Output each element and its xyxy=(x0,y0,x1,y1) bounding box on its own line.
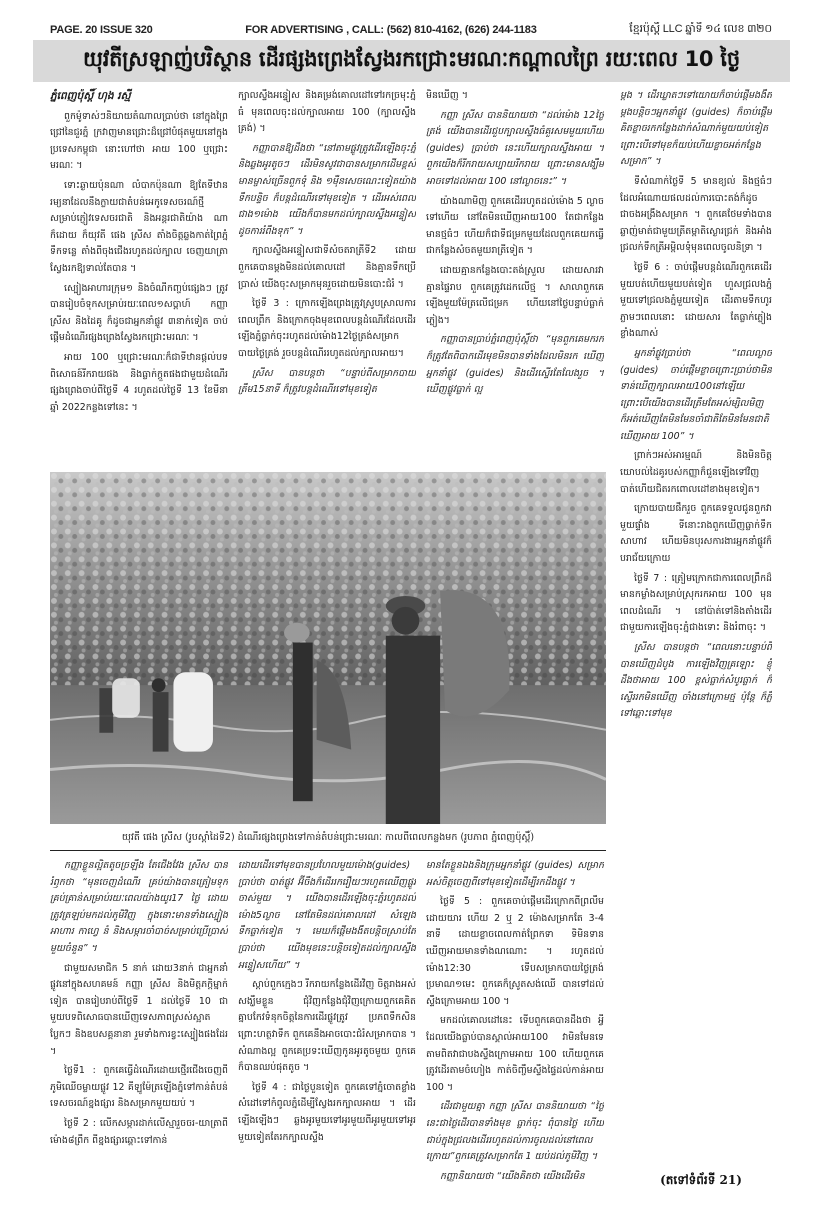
paragraph: ក្បាលស្ទឹងអន្ទៀស និងគម្រង់គោលដៅទៅរកច្រមុះភ្នំធំ មុនពេលចុះដល់ក្បាលអាយ 100 (ក្បាលស្ទឹងគ្រង់) ។ xyxy=(238,90,416,135)
paragraph: ដោយគ្មានកន្លែងបោះតង់ស្រួល ដោយសារវាគ្មានផ្ទៃរាប ពួកគេត្រូវដេកលើថ្ម ។ សាលាពួកគេឡើងមួយម៉ែត្រលើជម្រក ហើយនៅថ្ងៃបន្ទាប់ធ្លាក់ភ្លៀង។ xyxy=(426,264,604,326)
paragraph: ម្តង ។ ដើរឃ្លាតៗទៅយោយក៏ចាប់ផ្តើមងងឹតម្តងបន្តិចៗអ្នកនាំផ្លូវ (guides) ក៏ចាប់ផ្តើមគិតខ្លាចរកកន្លែងដាក់សំណាក់មួយយប់ទៀត ព្រោះបើទៅមុខក៏យប់ហើយខ្លាចអត់កន្លែងសម្រាក” ។ xyxy=(620,90,772,168)
foliage-texture xyxy=(50,472,606,700)
article-column-1-bottom xyxy=(50,858,228,1215)
paragraph: កញ្ញានិយាយថា “យើងគិតថា យើងដើរមិន xyxy=(440,1170,585,1182)
paragraph: ជាមួយសមាជិក 5 នាក់ ដោយ3នាក់ ជាអ្នកនាំផ្លូវនៅក្នុងសហគមន៍ កញ្ញា ស្រីស និងមិត្តភក្តិម្នាក់ទៀត បានរៀបរាប់ពីថ្ងៃទី 1 ដល់ថ្ងៃទី 10 ជាមួយបទពិសោធបានឃើញទេសភាពស្រស់ស្អាតប្លែកៗ និងឧបសគ្គនានា រួមទាំងការខ្វះស្បៀងផងដែរ ។ xyxy=(50,962,228,1057)
caption-divider xyxy=(50,850,606,851)
day-paragraph: ថ្ងៃទី 5 : ពួកគេចាប់ផ្តើមដើរក្រោកពីព្រលឹមដោយយារ ហើយ 2 ឬ 2 ម៉ោងសម្រាកតែ 3-4 នាទី ដោយខ្លាចពេលកាត់ព្រែកទា ទិមិនទានឃើញអាយមានទាំងណណោះ ។ រហូតដល់ម៉ោង12:30 ទើបសម្រាកបាយថ្ងៃត្រង់ ប្រមាណ១មេះ ពួកគេក៏ស្រូតសង់ឈើ បានទៅដល់ស្ទឹងក្រោមអាយ 100 ។ xyxy=(426,896,604,1007)
paragraph: យ៉ាងណាមិញ ពួកគេដើររហូតដល់ម៉ោង 5 ល្ងាចទៅហើយ នៅតែមិនឃើញអាយ100 តែជាកន្លែងមានថ្មធំៗ ហើយក៏ជាទីជម្រកមួយដែលពួកគេយកធ្វើជាកន្លែងសំចតមួយរាត្រីទៀត ។ xyxy=(426,195,604,257)
page-issue: PAGE. 20 ISSUE 320 xyxy=(50,24,153,36)
paragraph: ក្រោយបាយផឹករួច ពួកគេទទួលជូនពួកវាមួយផ្ទាំង ទីនោះរាងពួកឃើញធ្លាក់ទឹក សាហាវ ហើយមិនបុរសការងារអ្នកនាំផ្លូវក៏បរាជ័យក្រោយ xyxy=(620,503,772,565)
article-column-2 xyxy=(238,88,416,468)
day-paragraph: ថ្ងៃទី1 : ពួកគេធ្វើដំណើរដោយថ្មើរជើងចេញពីភូមិឈើចម្លាយផ្លូវ 12 គីឡូម៉ែត្រឡើងភ្នំទៅកាន់តំបន់ទេសចរណ៍ខ្នងផ្សារ និងសម្រាកមួយយប់ ។ xyxy=(50,1065,228,1110)
paragraph: ទោះឆ្ងាយប៉ុនណា លំបាកប៉ុនណា ឱ្យតែទីឋាន រម្យនាដែលនឹងក្លាយជាតំបន់អេកូទេសចរណ៍ថ្មី សម្រាប់ភ្ញៀវទេសចរជាតិ និងអន្តរជាតិយ៉ាង ណាក៏ដោយ ក៏យុវតី ផេង ស្រីស តាំងចិត្តឆ្លងកាត់ព្រៃភ្នំទឹកទន្លេ តាំងពីចុងជើងរហូតដល់ក្បាល ចេញយាត្រាស្វែងរកឱ្យទាល់តែបាន ។ xyxy=(50,179,228,274)
paragraph: ពួកម៉ូទាស់ៗនិយាយតំណាលប្រាប់ថា នៅក្នុងព្រៃជ្រៅនៃជួរភ្នំ ក្រវាញមានជ្រោះដ៏ជ្រៅបំផុតមួយនៅក្នុងប្រទេសកម្ពុជា នោះហៅថា អាយ 100 ឬជ្រោះមរណៈ ។ xyxy=(50,110,228,172)
paragraph: មិនឃើញ ។ xyxy=(426,90,468,101)
day-paragraph: ថ្ងៃទី 6 : ចាប់ផ្តើមបន្តដំណើរពួកគេដើរមួយបត់ហើយមួយបត់ទៀត ហួសជ្រលងភ្នំមួយទៅជ្រលងភ្នំមួយទៀត ដើរតាមទឹកហូរភ្លាមៗពេលនោះ ដោយសារ តែធ្លាក់ភ្លៀងខ្លាំងណាស់ xyxy=(620,261,772,340)
paragraph: ក្បាលស្ទឹងអន្ទៀសជាទីសំចតរាត្រីទី2 ដោយពួកគេបានម្តងមិនដល់គោលដៅ និងគ្មានទឹកប្រើប្រាស់ យើងចុះសម្រាកមុនរួចដោយមិនបោះជំរំ ។ xyxy=(238,245,416,290)
publisher-info: ខ្មែរប៉ុស្តិ៍ LLC ឆ្នាំទី ១៤ លេខ ៣២០ xyxy=(629,23,772,35)
paragraph: អ្នកនាំផ្លូវប្រាប់ថា “ពេលល្ងាច (guides) ចាប់ផ្តើមខ្លាចព្រោះប្រាប់ថាមិនទាន់ឃើញក្បាលអាយ100នៅឡើយ ព្រោះបើយើងបានដើរត្រឹមតែអស់ម្សិលមិញ ក៏អត់ឃើញតែមិនមែនចាំជាតិតែមិនមែនជាតិឃើញអាយ 100” ។ xyxy=(620,347,772,442)
paragraph: កញ្ញាបានប្រាប់ភ្នំពេញប៉ុស្តិ៍ថា “មុនពួកគេមករកក៏ត្រូវតែពិបាកដើរមុខមិនបានទាំងដែលមិនរក ឃើញអ្នកនាំផ្លូវ (guides) និងដើរស្ទើរតែលែងរួច ។ ឃើញផ្លូវធ្លាក់ ល្អ xyxy=(426,334,604,396)
headline-band xyxy=(33,40,790,82)
paragraph: ព្រាក់ៗអស់អារម្មណ៍ និងមិនចិត្ត យោបល់ដៃគូរបស់កញ្ញាក៏ជួនឡើងទៅវិញបាត់ហើយជិតរកពោលដៅខាងមុខទៀត។ xyxy=(620,450,772,495)
headline: យុវតីស្រឡាញ់បរិស្ថាន ដើរផ្សងព្រេងស្វែងរកជ្រោះមរណៈកណ្តាលព្រៃ រយៈពេល 10 ថ្ងៃ xyxy=(83,46,740,71)
paragraph: អាយ 100 ឬជ្រោះមរណៈក៏ជាទីឋានផ្តល់បទពិសោធន៍រីករាយផង និងធ្លាក់ក្តួតផងជាមួយដំណើរផ្សងព្រេងចាប់ពីថ្ងៃទី 4 រហូតដល់ថ្ងៃទី 13 ខែមីនា ឆ្នាំ 2022កន្លងទៅនេះ ។ xyxy=(50,351,228,413)
paragraph: ស្រីស បានបន្តថា “បន្ទាប់ពីសម្រាកបាយត្រឹម15នាទី ក៏ត្រូវបន្តដំណើរទៅមុខទៀត xyxy=(238,367,416,396)
day-paragraph: ថ្ងៃទី 4 : ជាថ្ងៃបួនទៀត ពួកគេទៅភ្នំចោតខ្លាំងសំដៅទៅកំពូលភ្នំដើម្បីស្វែងរកក្បាលអាយ ។ ដើរឡើងឡើងៗ ឆ្លងអូរមួយទៅអូរមួយពីអូរមួយទៅអូរមួយទៀតតែរកក្បាលស្ទឹង xyxy=(238,1081,416,1143)
paragraph: មានតែខ្លួនឯងនិងក្រុមអ្នកនាំផ្លូវ (guides) សម្រាកអស់ចិត្តចេញពីទៅមុខទៀតដើម្បីរកដឹងផ្លូវ ។ xyxy=(426,860,604,888)
paragraph: ដោយដើរទៅមុខបានប្រហែលមួយម៉ោង(guides) ប្រាប់ថា បាត់ផ្លូវ អ៊ីចឹងក៏ដើររករឿយៗរហូតឈើញផ្លូវចាស់មួយ ។ យើងបានដើរឡើងចុះភ្នំរហូតដល់ម៉ោង5ល្ងាច នៅតែមិនដល់គោលដៅ សំឡេងទឹកធ្លាក់ទៀត ។ មេឃក៏ផ្តើមងងឹតបន្តិចស្រាប់តែ ប្រាប់ថា យើងមុខនេះបន្តិចទៀតដល់ក្បាលស្ទឹងអន្ទៀសហើយ” ។ xyxy=(238,860,416,971)
day-paragraph: ថ្ងៃទី 2 : លើកសម្ភារដាក់លើស្មារួចចរ-យាត្រាពីម៉ោង៨ព្រឹក ពីខ្នងផ្សារឆ្ពោះទៅកាន់ xyxy=(50,1117,228,1146)
river-crossing-photo xyxy=(50,472,606,824)
continued-on-page-note: (តទៅទំព័រទី 21) xyxy=(660,1173,742,1187)
article-column-3 xyxy=(426,88,604,468)
advertising-line: FOR ADVERTISING , CALL: (562) 810-4162, (626) 244-1183 xyxy=(245,24,537,36)
paragraph: មកដល់គោលដៅនេះ ទើបពួកគេបានដឹងថា អ្វីដែលយើងធ្លាប់បានស្គាល់អាយ100 វាមិនមែនទេ តាមពិតវាជាបងស្ទឹងក្រោមអាយ 100 ហើយពួកគេត្រូវដើរតាមចំហៀង កាត់ចិញ្ចឹមស្ទឹងផ្ទៃដល់កាន់អាយ 100 ។ xyxy=(426,1015,604,1093)
article-column-3-bottom xyxy=(426,858,604,1215)
day-paragraph: ថ្ងៃទី 7 : ត្រៀមក្រោកជាការពេលព្រឹកដ៏មានកម្លាំងសម្រាប់ស្រុករកអាយ 100 មុនពេលដំណើរ ។ នៅប៉ាត់ទៅនិងតាំងដើរជាមួយការឡើងចុះភ្នំជាងទោះ និងរំពាចុះ ។ xyxy=(620,572,772,634)
day-paragraph: ថ្ងៃទី 3 : ក្រោកឡើងព្រេងត្រូវស្រូបស្រាលការពេលព្រឹក និងក្រោកចុងមុខពេលបន្តដំណើរដែលដើរឡើងភ្នំធ្លាក់ចុះរហូតដល់ម៉ោង12ថ្ងៃត្រង់សម្រាកបាយថ្ងៃត្រង់ រួចបន្តដំណើររហូតដល់ក្បាលអាយ។ xyxy=(238,298,416,359)
paragraph: កញ្ញាបានឱ្យដឹងថា “នៅតាមផ្លូវត្រូវដើរឡើងចុះភ្នំ និងឆ្លងអូរតូចៗ ដើរមិនសូវជាបានសម្រាកដើមខ្ពស់ មានម្ចាស់ច្រើនពួកទុំ និង ១ម៉ឺនសេចណេះទៀតយ៉ាងទឹកបន្ទិច ក៏បន្តដំណើរទៅមុខទៀត ។ ដើរអស់ពេលជាង១ម៉ោង យើងក៏បានមកដល់ក្បាលស្ទឹងអន្ទៀសដូចការរំពឹងទុក” ។ xyxy=(238,142,416,237)
article-photo xyxy=(50,472,606,824)
paragraph: ដើរជាមួយគ្នា កញ្ញា ស្រីស បាននិយាយថា “ថ្ងៃនេះជាថ្ងៃដើរបានទាំងមុខ ធ្លាក់ចុះ ពុំបានថ្ងៃ ហើយជាប់ក្នុងជ្រលងដើររហូតដល់ការចូលដល់នៅពេលក្រោយ”ពួកគេត្រូវសម្រាកតែ 1 យប់ដល់ភូមិវិញ ។ xyxy=(426,1101,604,1163)
byline: ភ្នំពេញប៉ុស្តិ៍ ហុង រស្មី xyxy=(50,90,131,102)
paragraph: ស្បៀងអាហារក្រុម១ និងចំណីកញ្ចប់ផ្សេងៗ ត្រូវបានរៀបចំទុកសម្រាប់រយៈពេល១សប្តាហ៍ កញ្ញា ស្រីស និងដៃគូ ក៏ដូចជាអ្នកនាំផ្លូវ ៣នាក់ទៀត ចាប់ផ្តើមដំណើរផ្សងព្រេងស្វែងរកជ្រោះមរណៈ ។ xyxy=(50,282,228,344)
paragraph: កញ្ញា ស្រីស បាននិយាយថា “ដល់ម៉ោង 12ថ្ងៃត្រង់ យើងបានដើរជួបក្បាលស្ទឹងធំគួរសមមួយហើយ (guides) ប្រាប់ថា នេះហើយក្បាលស្ទឹងអាយ ។ ពួកយើងក៏រីករាយសប្បាយរីករាយ ព្រោះមានសង្ឃឹមអាចទៅដល់អាយ 100 នៅល្ងាចនេះ” ។ xyxy=(426,109,604,187)
paragraph: កញ្ញាខ្លួនល្អិតតូចច្រឡឹង តែជើងវែង ស្រីស បានរំឭកថា “មុនចេញដំណើរ គ្រប់យ៉ាងបានត្រៀមទុកគ្រប់គ្រាន់សម្រាប់រយៈពេលយ៉ាងយូរ17 ថ្ងៃ ដោយត្រូវត្រឡប់មកដល់ភូមិវិញ ក្នុងនោះមានទាំងស្បៀងអាហារ កាហ្វេ នំ និងសម្ភារចាំបាច់សម្រាប់ប្រើប្រាស់មួយចំនួន” ។ xyxy=(50,860,228,954)
article-column-1 xyxy=(50,88,228,468)
article-column-4 xyxy=(620,88,772,1163)
article-column-2-bottom xyxy=(238,858,416,1215)
paragraph: ស្រីស បានបន្តថា “ពេលនោះបន្ទាប់ពីបានឃើញដំបូង ការឡើងវិញគ្រឡោះ ខ្ញុំដឹងថាអាយ 100 ខ្ពស់ធ្លាក់សំបូរធ្លាក់ ក៏ស្ទើររកមិនឃើញ ចាំងនៅក្រោមថ្ម ប៉ុន្តែ ក៏ភ្លឺ ទៅឆ្ពោះទៅមុខ xyxy=(620,642,772,720)
photo-caption: យុវតី ផេង ស្រីស (រូបស្តាំដៃទី2) ដំណើរផ្សងព្រេងទៅកាន់តំបន់ជ្រោះមរណៈ កាលពីពេលកន្លងមក (រូបភាព ភ្នំពេញប៉ុស្តិ៍) xyxy=(121,832,535,843)
paragraph: ស្តាប់ពួកក្មេងៗ រីករាយកន្លែងដើរវិញ ចិត្តរាងអស់សង្ឃឹមខ្លួន ជុំវិញកន្លែងជុំវិញក្រោយពួកគេគិតគ្នាបកែវទំនុកចិត្តនៃការដើរផ្លូវត្រូវ ប្រភពទឹកសិន ព្រោះហត្ថវាទឹក ពួកគេនឹងអាចបោះជំរំសម្រាកបាន ។ សំណាងល្អ ពួកគេប្រទះឃើញកូនអូរតូចមួយ ពួកគេក៏បានឈប់ផុតតូច ។ xyxy=(238,979,416,1074)
paragraph: ទីសំណាក់ថ្ងៃទី 5 មានខ្យល់ និងថ្មធំៗ ដែលអំណោយផលដល់ការបោះតង់ក៏ដូចជាចងអង្រឹងសម្រាក ។ ពួកគេថែមទាំងបានឆ្លាញ់មាត់ជាមួយត្រីតម្ពាតិស្ងោរជ្រក់ និងអាំងជ្រលក់ទឹកត្រីអម្ពិលទុំមុនពេលចូលនិទ្រា ។ xyxy=(620,175,772,254)
hiker-figure xyxy=(152,672,213,751)
page-header xyxy=(50,22,772,38)
